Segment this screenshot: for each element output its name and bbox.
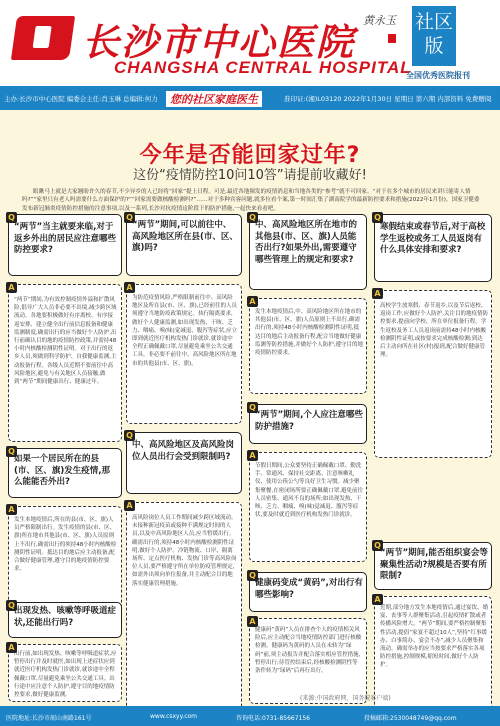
- q-tag-icon: Q: [372, 540, 383, 551]
- a-tag-icon: A: [372, 288, 383, 299]
- source-credit: (来源:中国政府网、国务院客户端): [300, 695, 391, 702]
- issue-info: 准印证:(湘)L03120 2022年1月30日 星期日 第六期 内部资料 免费赠阅: [284, 95, 492, 103]
- q-tag-icon: Q: [124, 430, 135, 441]
- q-tag-icon: Q: [6, 446, 17, 457]
- edition-badge: 社区版: [412, 6, 456, 66]
- intro-paragraph: 眼瞅马上就是大家翘盼许久的春节,不少异乡的人已经将“回家”提上日程。可是,最近各地频发的疫情消息和当地各类的“参考”就不可回家。“对于在多个城市的居民来讲只能寄人情吗?”“家里只有老人吗需要什么方面保护的?”“回家需要做核酸检测吗?”……对于多种宾客问题,就多位看个案,第一时间汇集了湖南院学的最新防控要求和措施(2022年1月份)。国家卫健委发布新冠肺炎疫情防控措施的注意事项,以及一系列,长沙对抗疫情这阶段下的防护措施,一起快来看看吧。: [22, 189, 480, 212]
- question-text: 如果一个居民所在的县(市、区、旗)发生疫情,那么能能否外出?: [14, 454, 110, 487]
- q-tag-icon: Q: [6, 212, 17, 223]
- q-tag-icon: Q: [247, 402, 258, 413]
- award-label: 全国优秀医院报刊: [406, 71, 470, 80]
- calligraphy-signature: 黄永玉: [363, 14, 396, 27]
- hospital-name: 长沙市中心医院: [82, 20, 355, 64]
- question-text: 寒假结束或春节后,对于高校学生返校或务工人员返岗有什么具体安排和要求?: [380, 222, 486, 255]
- answer-text: 高校学生放寒假、春节返乡,以及节后返校、返岗工作,应做好个人防护,关注目的地疫情防控要求,提前向学校、所在单位报备行程。学生返校及务工人员返岗前需持48小时内核酸检测阴性证明,或按要求完成核酸检测;到达后主动向所在社区(村)报到,配合做好健康管理。: [380, 303, 488, 359]
- a-tag-icon: A: [247, 450, 258, 461]
- question-text: “两节”期间,能否组织宴会等聚集性活动?规模是否要有所限制?: [380, 548, 488, 581]
- answer-text: 高风险岗位人员工作期间减少跨区域流动。未接种新冠疫苗或接种不满规定时间的人员,以及中高风险地区人员,应当暂缓出行。确需出行的,须持48小时内核酸检测阴性证明,做好个人防护。冷链物流、口岸、隔离场所、定点医疗机构、发热门诊等高风险岗位人员,要严格遵守所在单位防疫管理规定,如需外出须向单位报备,并主动配合目的地落实健康管理措施。: [132, 515, 237, 587]
- answer-text: 发生本地疫情后,所在的县(市、区、旗)人员严格限制出行。发生疫情的县(市、区、旗)所在地市其他县(市、区、旗)人员原则上不出行,确需出行的须持48小时内核酸检测阴性证明。抵达目的地后应主动报备,配合做好健康管理,遵守目的地疫情防控要求。: [14, 517, 117, 573]
- q-tag-icon: Q: [247, 570, 258, 581]
- hospital-name-en: CHANGSHA CENTRAL HOSPITAL: [114, 58, 412, 77]
- footer-website[interactable]: www.csxyy.com: [150, 713, 198, 720]
- a-tag-icon: A: [124, 282, 135, 293]
- question-text: “两节”期间,个人应注意哪些防护措施?: [255, 410, 363, 432]
- q-tag-icon: Q: [247, 212, 258, 223]
- a-tag-icon: A: [6, 282, 17, 293]
- answer-text: 健康码“黄码”人员在排查个人的疫情相关风险后,应主动配合当地疫情防控部门进行核酸检测。健康码为黄码的人员在未转为“绿码”前,须主动报告并配合落实相应管控措施,暂停出行;待管控结束后,经核酸检测阴性等条件转为“绿码”后再行出行。: [255, 627, 362, 675]
- question-text: “两节”当主就要来临,对于返乡外出的居民应注意哪些防控要求?: [14, 222, 117, 255]
- answer-text: 出行前,如出现发热、咳嗽等呼吸道症状,应暂停出行并及时就医,如出现上述症状应到就近医疗机构发热门诊就诊,就诊途中全程佩戴口罩,尽量避免乘坐公共交通工具。出行途中应注意个人防护,遵守目的地疫情防控要求,做好健康监测。: [14, 651, 117, 699]
- answer-text: 为防范疫情风险,严格限制前往中、高风险地区及所在县(市、区、旗),已经前往的人员须遵守当地防疫政策规定。执行隔离要求,做好个人健康监测,如出现发热、干咳、乏力、咽痛、嗅(味)觉减退、腹泻等症状,应立即到就近医疗机构发热门诊就诊,就诊途中全程正确佩戴口罩,尽量避免乘坐公共交通工具。非必要不前往中、高风险地区所在地市的其他县(市、区、旗)。: [132, 295, 238, 367]
- headline: 今年是否能回家过年?: [139, 143, 361, 168]
- question-text: 中、高风险地区所在地市的其他县(市、区、旗)人员能否出行?如果外出,需要遵守哪些管理上的规定和要求?: [255, 220, 358, 265]
- question-text: 出现发热、咳嗽等呼吸道症状,还能出行吗?: [14, 606, 117, 628]
- q-tag-icon: Q: [6, 600, 17, 611]
- publisher-info: 主办:长沙市中心医院 编委会主任:肖玉琳 总编辑:何力: [4, 95, 158, 103]
- info-bar: [0, 86, 500, 110]
- masthead: [0, 0, 500, 86]
- q-tag-icon: Q: [124, 212, 135, 223]
- subheadline: 这份“疫情防控10问10答”请提前收藏好!: [133, 168, 367, 183]
- slogan: 您的社区家庭医生: [166, 91, 262, 107]
- answer-text: “两节”期间,为有效控制疫情外溢和扩散风险,倡导广大人员非必要不出境,减少跨区域流动。各地要积极做好有序离校、有序接返安排、建立健全出行前信息报备和健康监测制度,确需出行的应当做好个人防护,出行前确认目的地的疫情防控政策,并需持48小时内核酸检测阴性证明。对于出行的返乡人员,须做到科学防护、自我健康监测,主动报备行程。各级人员近期不要前往中高风险地区,避免与有关地区人员接触,做到“两节”期间健康出行、健康过年。: [14, 297, 117, 386]
- footer-email[interactable]: 投稿邮箱:2530048749@qq.com: [364, 715, 457, 722]
- hospital-logo-icon: [11, 16, 75, 60]
- answer-text: 近期,部分地方发生本地疫情后,通过宴饮、婚宴、丧事等人群聚集活动,引起疫情扩散或者传播风险增大。“两节”期间,要严格控制聚集性活动,提倡“家宴不超过10人”,坚持“红事缓办、白事简办、宴会不办”,减少人员聚集和流动。确需举办的应当按要求严格落实各项防控措施,控制规模,缩短时间,做好个人防护。: [380, 605, 488, 669]
- a-tag-icon: A: [6, 504, 17, 515]
- answer-text: 发生本地疫情后,中、高风险地区所在地市的其他县(市、区、旗)人员原则上不出行,确需出行的,须持48小时内核酸检测阴性证明,抵达目的地后主动报备行程,配合当地做好健康监测等防控措施,并做好个人防护,遵守目的地疫情防控要求。: [255, 309, 363, 357]
- a-tag-icon: A: [372, 594, 383, 605]
- q-tag-icon: Q: [372, 212, 383, 223]
- footer-bar: [0, 706, 500, 726]
- answer-text: 节假日期间,公众要坚持正确佩戴口罩、勤洗手、常通风、保持社交距离、注意咳嗽礼仪、使用公筷公勺等良好卫生习惯。减少聚集聚餐,在密闭场所要正确佩戴口罩,避免前往人员密集、通风不良的场所;如出现发热、干咳、乏力、咽痛、嗅(味)觉减退、腹泻等症状,要及时就近到医疗机构发热门诊就诊。: [255, 463, 363, 519]
- a-tag-icon: A: [247, 296, 258, 307]
- seal-stamp-icon: [388, 34, 396, 43]
- question-text: “两节”期间,可以前往中、高风险地区所在县(市、区、旗)吗?: [132, 220, 238, 253]
- a-tag-icon: A: [247, 616, 258, 627]
- footer-address: 医院地址:长沙市韶山南路161号: [6, 715, 92, 722]
- a-tag-icon: A: [6, 642, 17, 653]
- question-text: 健康码变成“黄码”,对出行有哪些影响?: [255, 578, 363, 600]
- a-tag-icon: A: [124, 500, 135, 511]
- footer-phone: 咨询电话:0731-85667156: [236, 715, 310, 722]
- question-text: 中、高风险地区及高风险岗位人员出行会受到限制吗?: [132, 440, 235, 462]
